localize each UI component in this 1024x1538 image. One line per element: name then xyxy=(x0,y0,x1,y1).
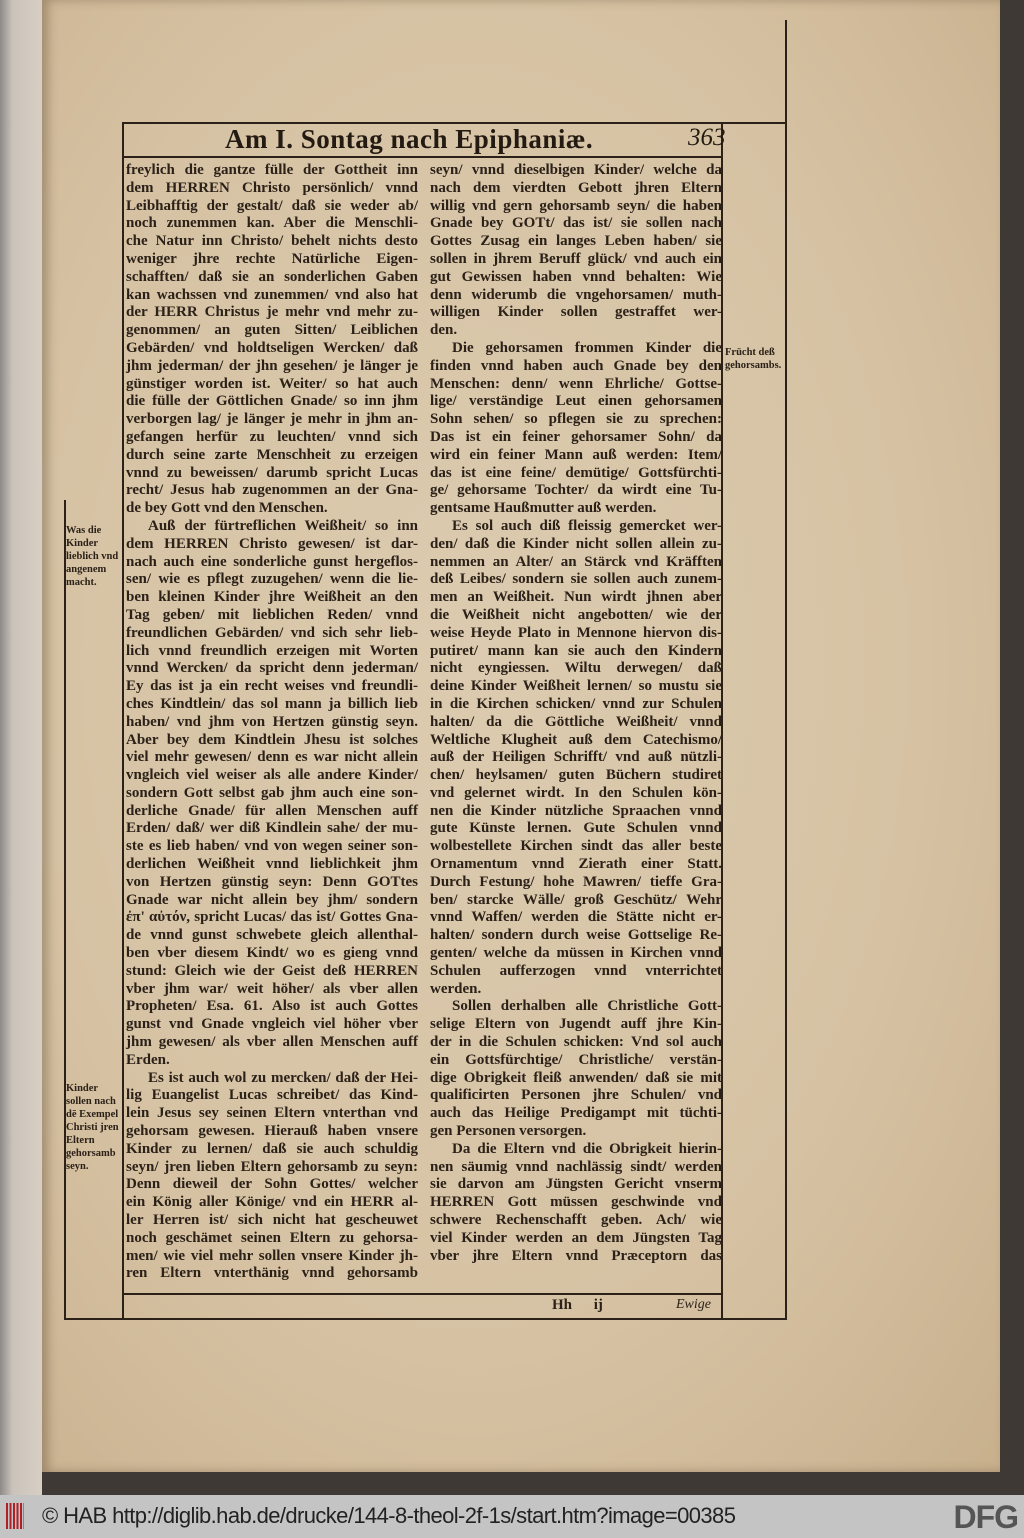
text-line: nen die Kinder nützliche Spraachen vnnd xyxy=(430,802,722,819)
text-line: Aber bey dem Kindtlein Jhesu ist solches xyxy=(126,731,418,748)
text-line: weise Heyde Plato in Mennone hiervon dis- xyxy=(430,624,722,641)
text-line: men/ wie viel mehr sollen vnsere Kinder jh- xyxy=(126,1247,418,1264)
text-line: nen säumig vnnd nachlässig sindt/ werden xyxy=(430,1158,722,1175)
text-column-right xyxy=(430,162,722,1265)
text-line: genommen/ an guten Sitten/ Leiblichen xyxy=(126,322,418,339)
text-line: qualificirten Personen jhre Schulen/ vnd xyxy=(430,1087,722,1104)
text-line: dige Obrigkeit fleiß anwenden/ daß sie mit xyxy=(430,1069,722,1086)
text-line: Gottes Zusag ein langes Leben haben/ sie xyxy=(430,233,722,250)
adjacent-page-edge xyxy=(0,0,42,1495)
text-line: chen/ heylsamen/ guten Büchern studiret xyxy=(430,767,722,784)
text-line: ler Herren ist/ sich nicht hat gescheuwet xyxy=(126,1212,418,1229)
text-line: der HERR Christus je mehr vnd mehr zu- xyxy=(126,304,418,321)
text-line: auß der Heiligen Schrifft/ vnd auß nützli- xyxy=(430,749,722,766)
text-line: gentsame Haußmutter auß werden. xyxy=(430,500,657,517)
text-line: wird ein feiner Mann auß werden: Item/ xyxy=(430,446,722,463)
text-line: ste es lieb haben/ vnd von wegen seiner son- xyxy=(126,838,418,855)
text-line: willig vnd gern gehorsamb seyn/ die haben xyxy=(430,197,722,214)
text-line: nach auch eine sonderliche gunst hergeflos- xyxy=(126,553,418,570)
text-line: freundlichen Gebärden/ vnd sich sehr lieb- xyxy=(126,624,418,641)
text-line: vnnd Waffen/ werden die Stätte nicht er- xyxy=(430,909,722,926)
text-line: verborgen lag/ je länger je mehr in jhm an- xyxy=(126,411,418,428)
text-line: men an Weißheit. Nun wirdt jhnen aber xyxy=(430,589,722,606)
text-line: Ornamentum vnnd Zierath einer Statt. xyxy=(430,856,722,873)
text-line: ben vber diesem Kindt/ wo es gieng vnnd xyxy=(126,945,418,962)
text-line: willigen Kinder sollen gestraffet wer- xyxy=(430,304,722,321)
text-line: günstiger worden ist. Weiter/ so hat auch xyxy=(126,375,418,392)
text-line: das ist eine feine/ demütige/ Gottsfürchti- xyxy=(430,464,722,481)
margin-note: Frücht deß gehorsambs. xyxy=(725,347,782,371)
credit-text: © HAB http://diglib.hab.de/drucke/144-8-theol-2f-1s/start.htm?image=00385 xyxy=(42,1503,736,1528)
text-line: haben/ vnd jhm von Hertzen günstig seyn. xyxy=(126,713,418,730)
text-line: stund: Gleich wie der Geist deß HERREN xyxy=(126,962,418,979)
text-line: ἐπ' αὐτόν, spricht Lucas/ das ist/ Gottes Gna- xyxy=(126,909,418,926)
text-line: jhm jederman/ der jhn gesehen/ je länger je xyxy=(126,357,418,374)
dfg-logo: DFG xyxy=(953,1499,1018,1535)
text-line: lige/ verständige Leut einen gehorsamen xyxy=(430,393,722,410)
text-line: gefangen herfür zu leuchten/ vnnd sich xyxy=(126,428,418,445)
text-line: ein König aller Könige/ vnd ein HERR al- xyxy=(126,1194,418,1211)
signature-mark: Hh ij xyxy=(552,1297,603,1313)
text-line: derlichen Weißheit vnnd lieblichkeit jhm xyxy=(126,856,418,873)
text-line: Menschen: denn/ wenn Ehrliche/ Gottse- xyxy=(430,375,722,392)
text-line: von Hertzen günstig seyn: Denn GOTtes xyxy=(126,873,418,890)
text-line: halten/ sondern durch weise Gottselige Re- xyxy=(430,927,722,944)
text-line: recht/ Jesus hab zugenommen an der Gna- xyxy=(126,482,418,499)
text-line: lig Euangelist Lucas schreibet/ das Kind- xyxy=(126,1087,418,1104)
text-line: gehorsam gewesen. Hierauß haben vnsere xyxy=(126,1123,418,1140)
text-line: schwere Rechenschafft geben. Ach/ wie xyxy=(430,1212,722,1229)
text-line: Sollen derhalben alle Christliche Gott- xyxy=(452,998,722,1015)
text-line: ben kleinen Kinder jhre Weißheit an den xyxy=(126,589,418,606)
frame-right-outer-rule xyxy=(785,20,787,1320)
text-line: noch zunemmen kan. Aber die Menschli- xyxy=(126,215,418,232)
text-line: freylich die gantze fülle der Gottheit inn xyxy=(126,162,418,178)
text-line: gen Personen versorgen. xyxy=(430,1123,587,1140)
text-line: nemmen an Alter/ an Stärck vnd Kräfften xyxy=(430,553,722,570)
text-line: che Natur inn Christo/ behelt nichts desto xyxy=(126,233,418,250)
text-line: halten/ da die Göttliche Weißheit/ vnnd xyxy=(430,713,722,730)
viewer-credit-bar xyxy=(0,1495,1024,1538)
text-line: nicht eyngiessen. Wiltu derwegen/ daß xyxy=(430,660,722,677)
text-line: genten/ welche da müssen in Kirchen vnnd xyxy=(430,945,722,962)
text-line: vngleich viel weiser als alle andere Kinder/ xyxy=(126,767,418,784)
text-line: kan wachssen vnd zunemmen/ vnd also hat xyxy=(126,286,418,303)
text-line: viel mehr gewesen/ denn es war nicht allein xyxy=(126,749,418,766)
page-number: 363 xyxy=(688,124,726,151)
text-line: lein Jesus sey seinen Eltern vnterthan vnd xyxy=(126,1105,418,1122)
text-line: Schulen aufferzogen vnnd vnterrichtet xyxy=(430,962,722,979)
frame-left-outer-rule xyxy=(64,500,66,1320)
text-line: Gnade bey GOTt/ das ist/ sie sollen nach xyxy=(430,215,722,232)
text-line: dem HERREN Christo gewesen/ ist dar- xyxy=(126,535,418,552)
text-line: finden vnnd haben auch Gnade bey den xyxy=(430,357,722,374)
text-line: der in die Schulen schicken: Vnd sol auch xyxy=(430,1034,722,1051)
text-line: Leibhafftig der gestalt/ daß sie weder ab/ xyxy=(126,197,418,214)
text-line: Auß der fürtreflichen Weißheit/ so inn xyxy=(148,517,418,534)
text-line: Erden. xyxy=(126,1051,170,1068)
text-line: gute Künste lernen. Gute Schulen vnnd xyxy=(430,820,722,837)
text-line: sen/ wie es pflegt zuzugehen/ wenn die lie- xyxy=(126,571,418,588)
text-line: sondern Gott selbst gab jhm auch eine son- xyxy=(126,784,418,801)
footer-rule xyxy=(122,1293,722,1295)
margin-note: Kinder sollen nach dē Exempel Christi jren Eltern gehorsamb seyn. xyxy=(66,1083,119,1172)
text-line: Ey das ist ja ein recht weises vnd freundli- xyxy=(126,678,418,695)
text-line: Erden/ daß/ wer diß Kindlein sahe/ der mu- xyxy=(126,820,418,837)
text-line: ein Gottsfürchtige/ Christliche/ verstän- xyxy=(430,1051,722,1068)
text-line: Kinder zu lernen/ daß sie auch schuldig xyxy=(126,1140,418,1157)
frame-bottom-rule xyxy=(64,1318,786,1320)
text-line: auch das Heilige Predigampt mit tüchti- xyxy=(430,1105,722,1122)
text-line: vnnd Wercken/ da spricht denn jederman/ xyxy=(126,660,418,677)
text-line: seyn/ jren lieben Eltern gehorsamb zu seyn: xyxy=(126,1158,418,1175)
text-line: nach dem vierdten Gebott jhren Eltern xyxy=(430,179,722,196)
text-line: durch seine zarte Menschheit zu erzeigen xyxy=(126,446,418,463)
text-line: vber jhm war/ weit höher/ als vber allen xyxy=(126,980,418,997)
text-line: Sohn sehen/ so pflegen sie zu sprechen: xyxy=(430,411,722,428)
text-line: sollen in jhrem Beruff glück/ vnd auch ein xyxy=(430,250,722,267)
text-line: vber jhre Eltern vnnd Præceptorn das xyxy=(430,1247,722,1264)
text-line: seyn/ vnnd dieselbigen Kinder/ welche da xyxy=(430,162,722,178)
text-line: ge/ gehorsame Tochter/ da wirdt eine Tu- xyxy=(430,482,722,499)
text-line: gut Gewissen haben vnnd behalten: Wie xyxy=(430,268,722,285)
text-line: den/ daß die Kinder nicht sollen allein zu- xyxy=(430,535,722,552)
text-line: Denn dieweil der Sohn Gottes/ welcher xyxy=(126,1176,418,1193)
text-line: de bey Gott vnd den Menschen. xyxy=(126,500,328,517)
text-column-left xyxy=(126,162,418,1283)
text-line: Die gehorsamen frommen Kinder die xyxy=(452,339,722,356)
margin-note: Was die Kinder lieblich vnd angenem macht. xyxy=(66,525,119,588)
text-line: denn widerumb die vngehorsamen/ muth- xyxy=(430,286,722,303)
text-line: Gebärden/ vnd holdtseligen Wercken/ daß xyxy=(126,339,418,356)
text-line: Weltliche Klugheit auß dem Catechismo/ xyxy=(430,731,722,748)
text-line: viel Kinder werden an dem Jüngsten Tag xyxy=(430,1229,722,1246)
text-line: Durch Festung/ hohe Mawren/ tieffe Gra- xyxy=(430,873,722,890)
text-line: Es ist auch wol zu mercken/ daß der Hei- xyxy=(148,1069,418,1086)
text-line: dem HERREN Christo persönlich/ vnnd xyxy=(126,179,418,196)
text-line: Da die Eltern vnd die Obrigkeit hierin- xyxy=(452,1140,722,1157)
text-line: vnd gelernet wirdt. In den Schulen kön- xyxy=(430,784,722,801)
text-line: selige Eltern von Jugendt auff jhre Kin- xyxy=(430,1016,722,1033)
text-line: Das ist ein feiner gehorsamer Sohn/ da xyxy=(430,428,722,445)
text-line: ren Eltern vnterthänig vnnd gehorsamb xyxy=(126,1265,418,1282)
hab-logo-icon xyxy=(6,1503,24,1529)
text-line: weniger jhre rechte Natürliche Eigen- xyxy=(126,250,418,267)
text-line: schafften/ daß sie an sonderlichen Gaben xyxy=(126,268,418,285)
text-line: ches Kindtlein/ das sol mann ja billich lieb xyxy=(126,695,418,712)
text-line: ben/ starcke Wälle/ groß Geschütz/ Wehr xyxy=(430,891,722,908)
text-line: in die Kirchen schicken/ vnnd zur Schulen xyxy=(430,695,722,712)
text-line: HERREN Gott müssen geschwinde vnd xyxy=(430,1194,722,1211)
text-line: Gnade war nicht allein bey jhm/ sondern xyxy=(126,891,418,908)
text-line: deine Kinder Weißheit lernen/ so mustu sie xyxy=(430,678,722,695)
text-line: die fülle der Göttlichen Gnade/ so inn jhm xyxy=(126,393,418,410)
header-rule xyxy=(122,156,722,158)
text-line: werden. xyxy=(430,980,482,997)
text-line: gunst vnd Gnade vngleich viel höher vber xyxy=(126,1016,418,1033)
text-line: den. xyxy=(430,322,458,339)
text-line: sie darvon am Jüngsten Gericht vnserm xyxy=(430,1176,722,1193)
text-line: deß Leibes/ sondern sie sollen auch zunem- xyxy=(430,571,722,588)
text-line: putiret/ mann kan sie auch den Kindern xyxy=(430,642,722,659)
text-line: de vnnd gunst schwebete gleich allenthal- xyxy=(126,927,418,944)
text-line: lich vnnd freundlich erzeigen mit Worten xyxy=(126,642,418,659)
running-title: Am I. Sontag nach Epiphaniæ. xyxy=(225,124,594,154)
text-line: Es sol auch diß fleissig gemercket wer- xyxy=(452,517,722,534)
text-line: Propheten/ Esa. 61. Also ist auch Gottes xyxy=(126,998,418,1015)
text-line: noch geschämet seinen Eltern zu gehorsa- xyxy=(126,1229,418,1246)
text-line: wolbestellete Kirchen sindt das aller beste xyxy=(430,838,722,855)
text-line: Tag geben/ mit lieblichen Reden/ vnnd xyxy=(126,606,418,623)
text-line: die Weißheit nicht angebotten/ wie der xyxy=(430,606,722,623)
text-line: derliche Gnade/ für allen Menschen auff xyxy=(126,802,418,819)
catchword: Ewige xyxy=(676,1297,711,1312)
text-line: vnnd zu beweissen/ darumb spricht Lucas xyxy=(126,464,418,481)
text-line: jhm gewesen/ als vber allen Menschen auff xyxy=(126,1034,418,1051)
